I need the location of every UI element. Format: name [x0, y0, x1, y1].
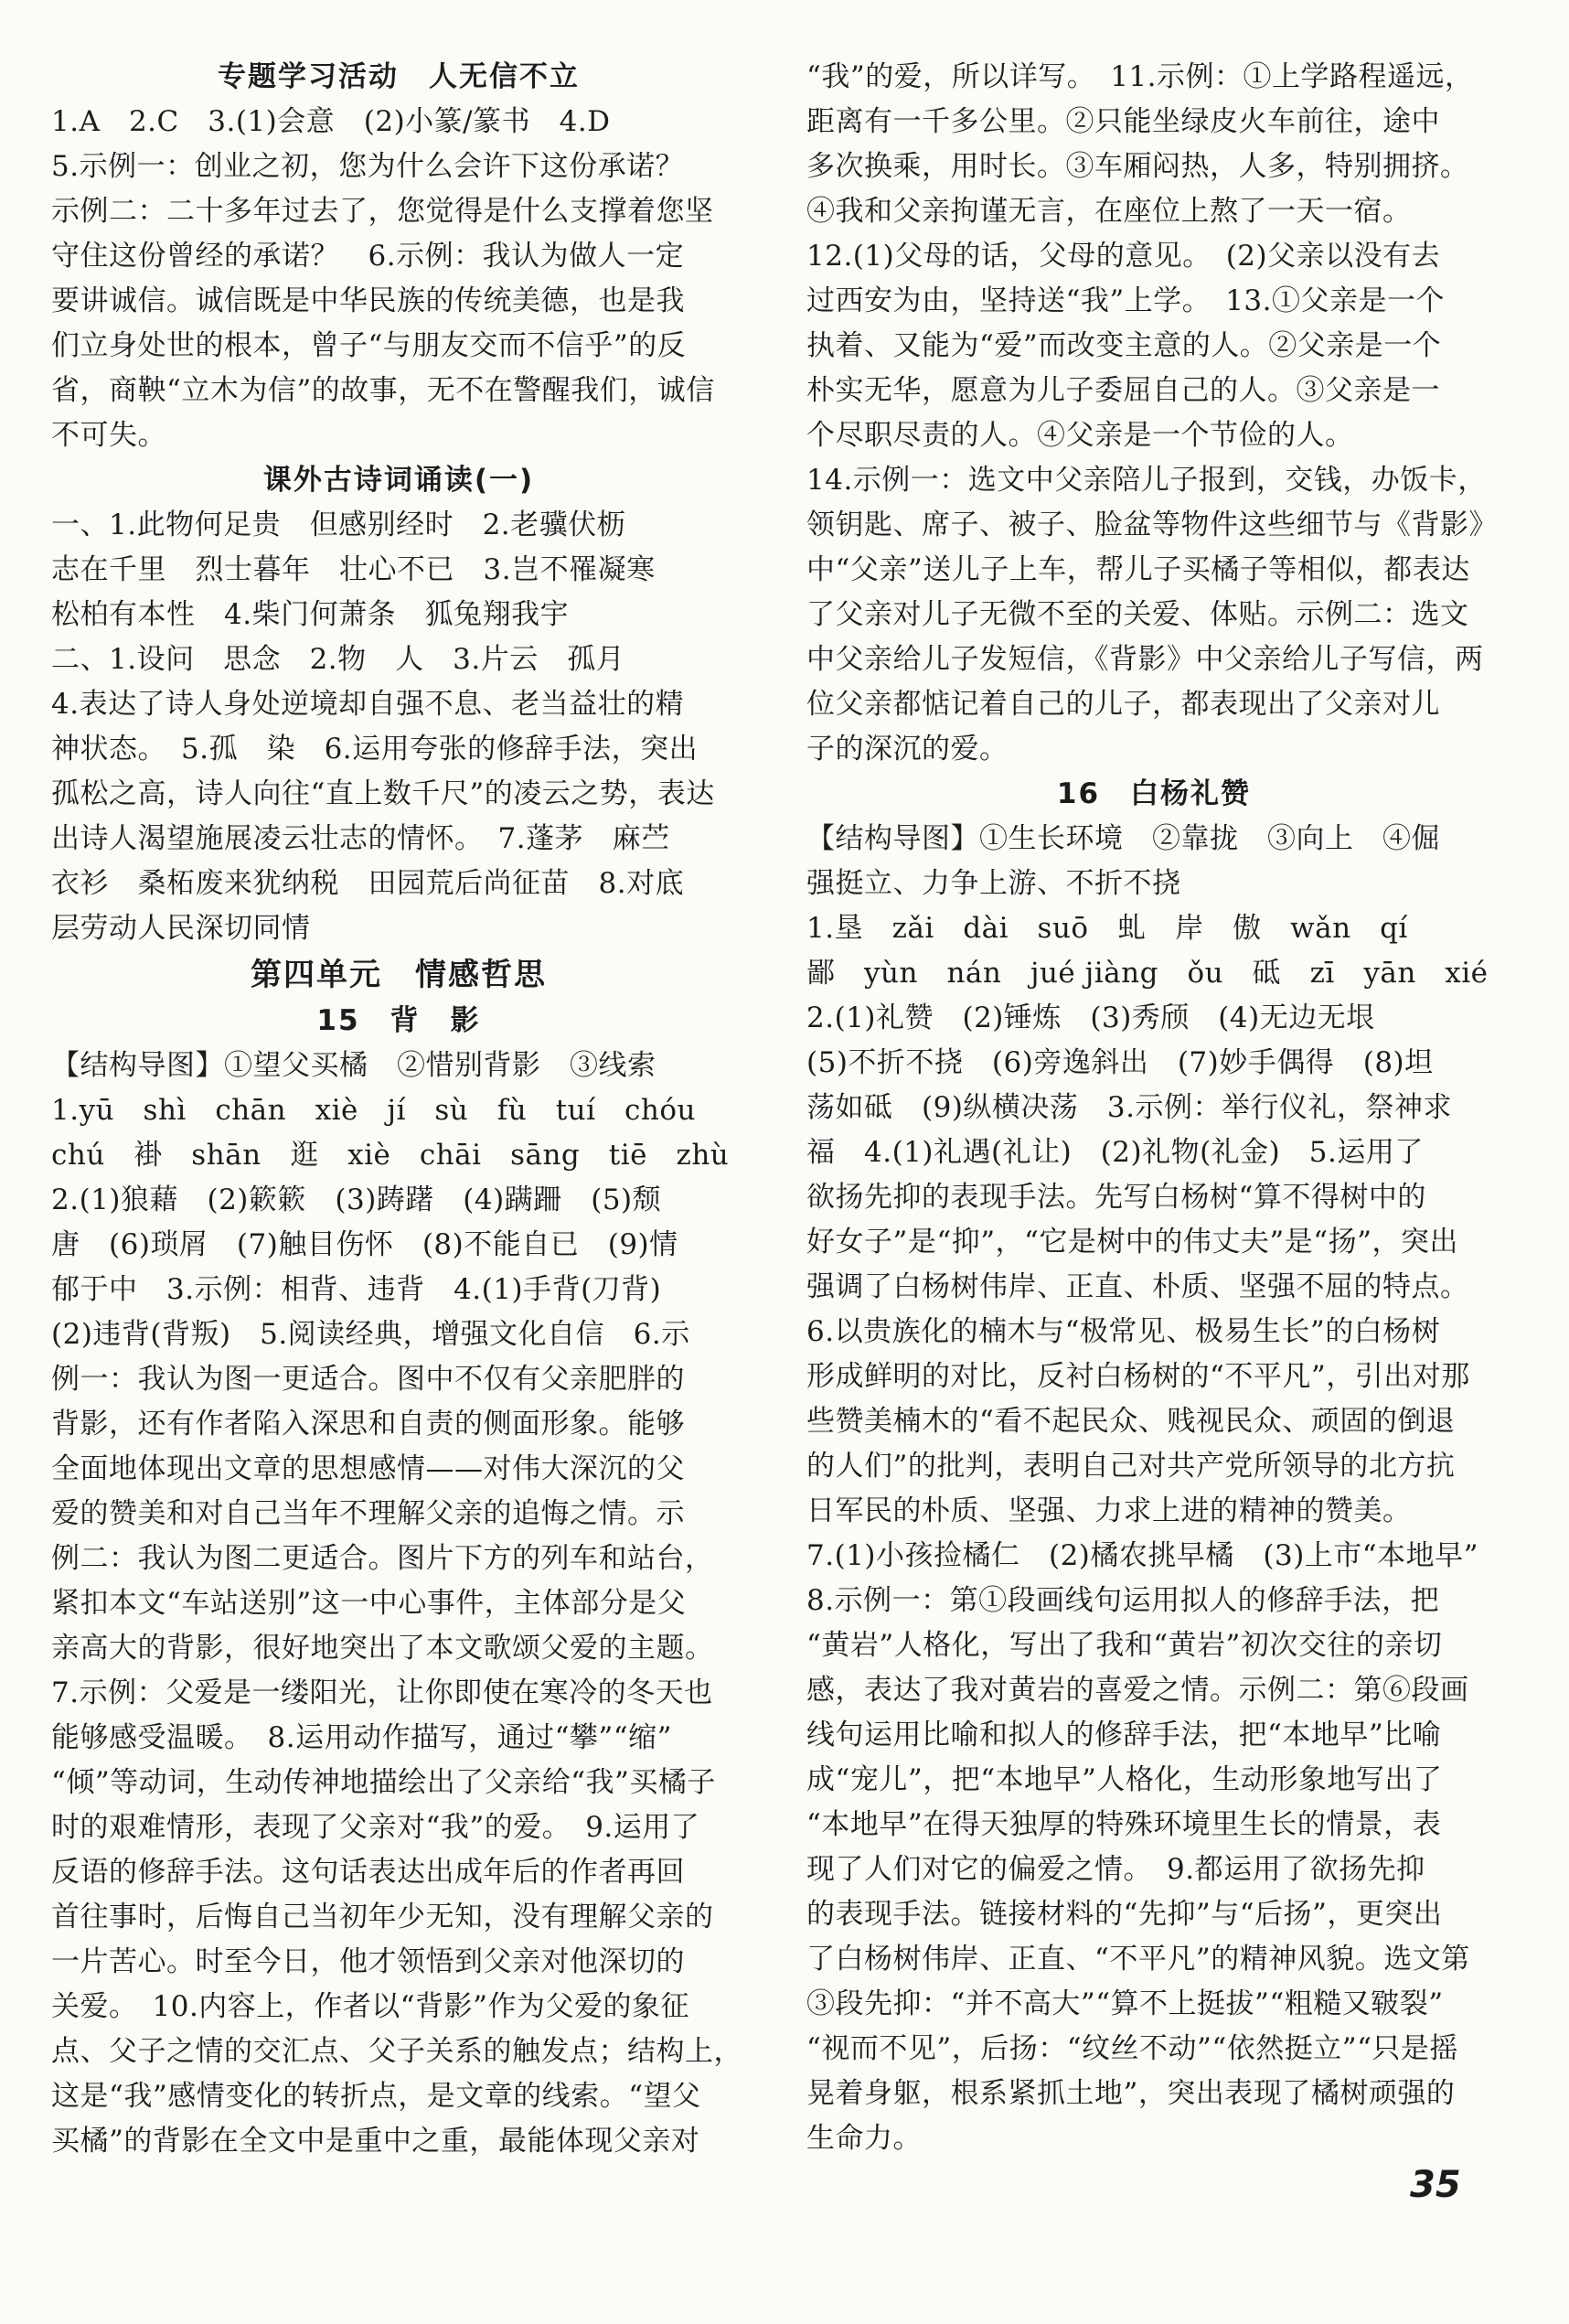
text-line: 背影，还有作者陷入深思和自责的侧面形象。能够	[51, 1408, 685, 1440]
text-line: 强挺立、力争上游、不折不挠	[806, 867, 1181, 900]
text-line: 【结构导图】①望父买橘 ②惜别背影 ③线索	[51, 1049, 656, 1082]
text-line: 关爱。 10.内容上，作者以“背影”作为父爱的象征	[51, 1990, 689, 2023]
text-line: 全面地体现出文章的思想感情——对伟大深沉的父	[51, 1452, 685, 1485]
text-line: 神状态。 5.孤 染 6.运用夸张的修辞手法，突出	[51, 733, 699, 766]
text-line: 1.yū shì chān xiè jí sù fù tuí chóu	[51, 1094, 696, 1127]
section-heading: 15 背 影	[316, 1004, 481, 1037]
unit-heading: 第四单元 情感哲思	[251, 957, 547, 993]
text-line: “我”的爱，所以详写。 11.示例：①上学路程遥远，	[806, 60, 1474, 93]
text-line: 感，表达了我对黄岩的喜爱之情。示例二：第⑥段画	[806, 1674, 1469, 1707]
text-line: 福 4.(1)礼遇(礼让) (2)礼物(礼金) 5.运用了	[806, 1136, 1424, 1169]
text-line: 孤松之高，诗人向往“直上数千尺”的凌云之势，表达	[51, 777, 715, 810]
text-line: 例一：我认为图一更适合。图中不仅有父亲肥胖的	[51, 1363, 685, 1396]
text-line: 12.(1)父母的话，父母的意见。 (2)父亲以没有去	[806, 240, 1441, 273]
text-line: 中父亲给儿子发短信，《背影》中父亲给儿子写信，两	[806, 643, 1484, 676]
text-line: 一、1.此物何足贵 但感别经时 2.老骥伏枥	[51, 509, 626, 541]
text-line: 能够感受温暖。 8.运用动作描写，通过“攀”“缩”	[51, 1721, 672, 1754]
text-line: 时的艰难情形，表现了父亲对“我”的爱。 9.运用了	[51, 1811, 700, 1844]
text-line: 例二：我认为图二更适合。图片下方的列车和站台，	[51, 1542, 714, 1575]
text-line: 亲高大的背影，很好地突出了本文歌颂父爱的主题。	[51, 1632, 714, 1665]
right-column	[806, 55, 1501, 2161]
text-line: “黄岩”人格化，写出了我和“黄岩”初次交往的亲切	[806, 1629, 1443, 1662]
text-line: 省，商鞅“立木为信”的故事，无不在警醒我们，诚信	[51, 374, 715, 407]
text-line: 的人们”的批判，表明自己对共产党所领导的北方抗	[806, 1450, 1456, 1483]
text-line: 示例二：二十多年过去了，您觉得是什么支撑着您坚	[51, 195, 714, 228]
text-line: 生命力。	[806, 2122, 922, 2155]
text-line: 2.(1)狼藉 (2)簌簌 (3)踌躇 (4)蹒跚 (5)颓	[51, 1183, 662, 1216]
text-line: 领钥匙、席子、被子、脸盆等物件这些细节与《背影》	[806, 509, 1498, 541]
text-line: 衣衫 桑柘废来犹纳税 田园荒后尚征苗 8.对底	[51, 867, 685, 900]
page-number: 35	[1410, 2164, 1461, 2206]
text-line: 距离有一千多公里。②只能坐绿皮火车前往，途中	[806, 105, 1440, 138]
text-line: 中“父亲”送儿子上车，帮儿子买橘子等相似，都表达	[806, 553, 1470, 586]
text-line: 们立身处世的根本，曾子“与朋友交而不信乎”的反	[51, 329, 687, 362]
text-line: 6.以贵族化的楠木与“极常见、极易生长”的白杨树	[806, 1315, 1441, 1348]
text-line: 执着、又能为“爱”而改变主意的人。②父亲是一个	[806, 329, 1442, 362]
text-line: (5)不折不挠 (6)旁逸斜出 (7)妙手偶得 (8)坦	[806, 1046, 1434, 1079]
text-line: 现了人们对它的偏爱之情。 9.都运用了欲扬先抑	[806, 1853, 1425, 1886]
left-column	[51, 55, 746, 2164]
text-line: 成“宠儿”，把“本地早”人格化，生动形象地写出了	[806, 1763, 1443, 1796]
text-line: 些赞美楠木的“看不起民众、贱视民众、顽固的倒退	[806, 1405, 1456, 1438]
text-line: 二、1.设问 思念 2.物 人 3.片云 孤月	[51, 643, 625, 676]
text-line: 位父亲都惦记着自己的儿子，都表现出了父亲对儿	[806, 688, 1440, 721]
section-heading: 课外古诗词诵读(一)	[262, 464, 535, 497]
text-line: 好女子”是“抑”，“它是树中的伟丈夫”是“扬”，突出	[806, 1226, 1458, 1258]
text-line: 过西安为由，坚持送“我”上学。 13.①父亲是一个	[806, 284, 1445, 317]
text-line: 4.表达了诗人身处逆境却自强不息、老当益壮的精	[51, 688, 685, 721]
text-line: “视而不见”，后扬：“纹丝不动”“依然挺立”“只是摇	[806, 2032, 1458, 2065]
text-line: 鄙 yùn nán jué jiàng ǒu 砥 zī yān xié	[806, 957, 1489, 990]
text-line: 紧扣本文“车站送别”这一中心事件，主体部分是父	[51, 1587, 687, 1620]
text-line: “本地早”在得天独厚的特殊环境里生长的情景，表	[806, 1808, 1442, 1841]
text-line: 守住这份曾经的承诺？ 6.示例：我认为做人一定	[51, 240, 685, 273]
text-line: 1.A 2.C 3.(1)会意 (2)小篆/篆书 4.D	[51, 105, 611, 138]
text-line: 【结构导图】①生长环境 ②靠拢 ③向上 ④倔	[806, 822, 1440, 855]
text-line: ④我和父亲拘谨无言，在座位上熬了一天一宿。	[806, 195, 1412, 228]
text-line: 个尽职尽责的人。④父亲是一个节俭的人。	[806, 419, 1354, 452]
text-line: 的表现手法。链接材料的“先抑”与“后扬”，更突出	[806, 1898, 1443, 1931]
text-line: 松柏有本性 4.柴门何萧条 狐兔翔我宇	[51, 598, 570, 631]
text-line: 买橘”的背影在全文中是重中之重，最能体现父亲对	[51, 2125, 700, 2158]
text-line: 晃着身躯，根系紧抓土地”，突出表现了橘树顽强的	[806, 2077, 1456, 2110]
text-line: 线句运用比喻和拟人的修辞手法，把“本地早”比喻	[806, 1719, 1442, 1751]
text-line: 爱的赞美和对自己当年不理解父亲的追悔之情。示	[51, 1497, 685, 1530]
text-line: 形成鲜明的对比，反衬白杨树的“不平凡”，引出对那	[806, 1360, 1470, 1393]
text-line: 点、父子之情的交汇点、父子关系的触发点；结构上，	[51, 2035, 742, 2068]
text-line: 8.示例一：第①段画线句运用拟人的修辞手法，把	[806, 1584, 1440, 1617]
text-line: 唐 (6)琐屑 (7)触目伤怀 (8)不能自已 (9)情	[51, 1228, 678, 1261]
text-line: 朴实无华，愿意为儿子委屈自己的人。③父亲是一	[806, 374, 1440, 407]
text-line: 这是“我”感情变化的转折点，是文章的线索。“望父	[51, 2080, 701, 2113]
text-line: chú 褂 shān 逛 xiè chāi sāng tiē zhù	[51, 1139, 730, 1172]
text-line: 日军民的朴质、坚强、力求上进的精神的赞美。	[806, 1494, 1412, 1527]
text-line: 不可失。	[51, 419, 166, 452]
text-line: 欲扬先抑的表现手法。先写白杨树“算不得树中的	[806, 1181, 1426, 1214]
text-line: 一片苦心。时至今日，他才领悟到父亲对他深切的	[51, 1945, 685, 1978]
text-line: 7.(1)小孩捡橘仁 (2)橘农挑早橘 (3)上市“本地早”	[806, 1539, 1479, 1572]
text-line: 5.示例一：创业之初，您为什么会许下这份承诺？	[51, 150, 685, 183]
text-line: (2)违背(背叛) 5.阅读经典，增强文化自信 6.示	[51, 1318, 690, 1351]
text-line: 1.垦 zǎi dài suō 虬 岸 傲 wǎn qí	[806, 912, 1408, 945]
text-line: 强调了白杨树伟岸、正直、朴质、坚强不屈的特点。	[806, 1270, 1469, 1303]
text-line: 要讲诚信。诚信既是中华民族的传统美德，也是我	[51, 284, 685, 317]
text-line: 出诗人渴望施展凌云壮志的情怀。 7.蓬茅 麻苎	[51, 822, 670, 855]
text-line: 2.(1)礼赞 (2)锤炼 (3)秀颀 (4)无边无垠	[806, 1001, 1375, 1034]
text-line: 层劳动人民深切同情	[51, 912, 311, 945]
text-line: 反语的修辞手法。这句话表达出成年后的作者再回	[51, 1856, 685, 1889]
text-line: 了父亲对儿子无微不至的关爱、体贴。示例二：选文	[806, 598, 1469, 631]
text-line: 子的深沉的爱。	[806, 733, 1009, 766]
text-line: 多次换乘，用时长。③车厢闷热，人多，特别拥挤。	[806, 150, 1469, 183]
text-line: 14.示例一：选文中父亲陪儿子报到，交钱，办饭卡，	[806, 464, 1487, 497]
text-line: 郁于中 3.示例：相背、违背 4.(1)手背(刀背)	[51, 1273, 662, 1306]
section-heading: 专题学习活动 人无信不立	[218, 60, 580, 93]
text-line: 7.示例：父爱是一缕阳光，让你即使在寒冷的冬天也	[51, 1676, 713, 1709]
text-line: ③段先抑：“并不高大”“算不上挺拔”“粗糙又皲裂”	[806, 1987, 1444, 2020]
text-line: 了白杨树伟岸、正直、“不平凡”的精神风貌。选文第	[806, 1943, 1470, 1976]
text-line: 荡如砥 (9)纵横决荡 3.示例：举行仪礼，祭神求	[806, 1091, 1452, 1124]
text-line: 首往事时，后悔自己当初年少无知，没有理解父亲的	[51, 1901, 714, 1933]
text-line: 志在千里 烈士暮年 壮心不已 3.岂不罹凝寒	[51, 553, 656, 586]
text-line: “倾”等动词，生动传神地描绘出了父亲给“我”买橘子	[51, 1766, 716, 1799]
section-heading: 16 白杨礼赞	[1056, 777, 1252, 810]
